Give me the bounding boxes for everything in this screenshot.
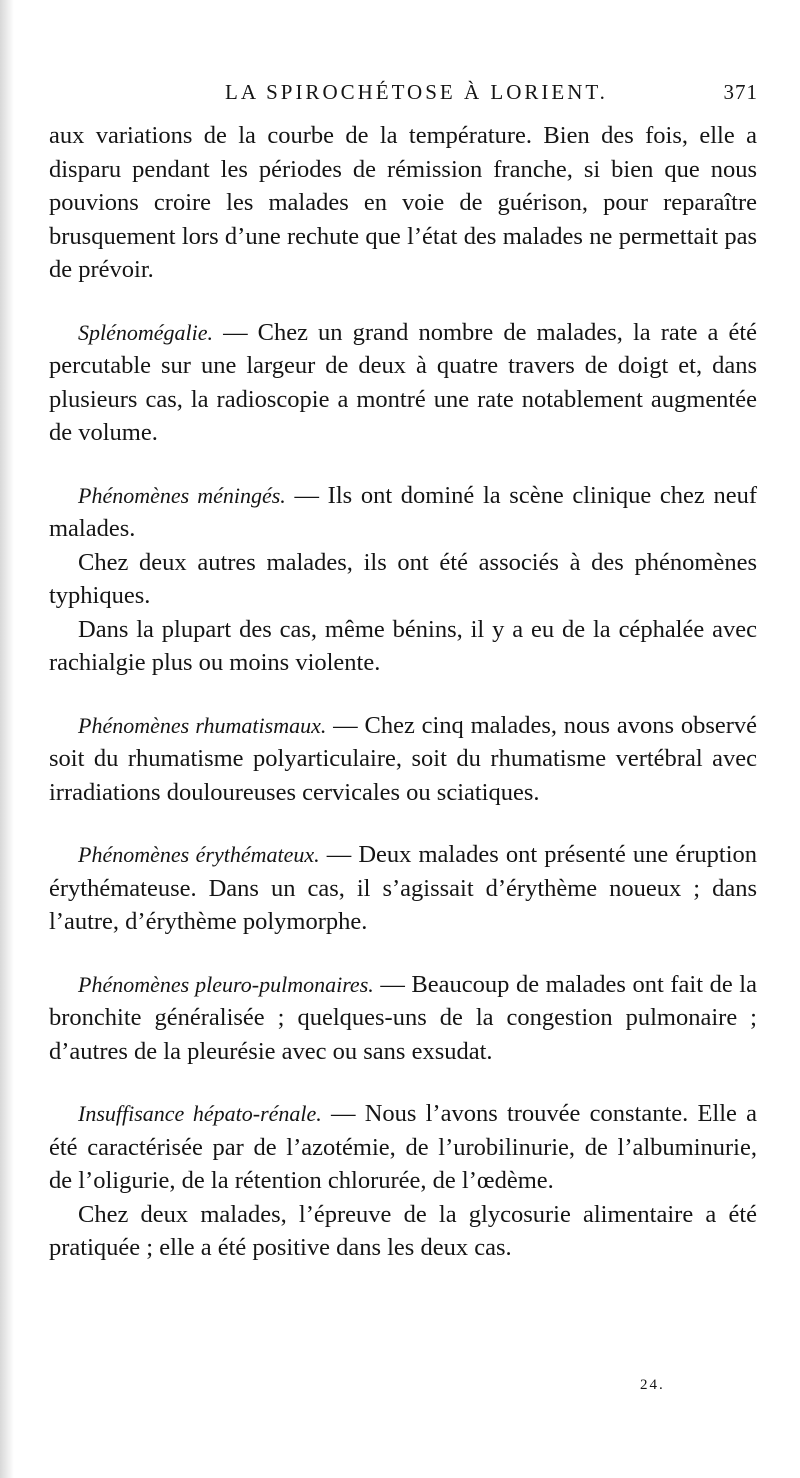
heading-dash: —: [294, 481, 328, 509]
section-rhumatismaux: [49, 709, 757, 810]
section-paragraph: Dans la plupart des cas, même bénins, il y a eu de la céphalée avec rachialgie plus ou moins violente.: [49, 615, 757, 676]
heading-dash: —: [333, 711, 365, 739]
section-paragraph: Nous l’avons trouvée constante. Elle a été caractérisée par de l’azotémie, de l’urobilinurie, de l’albuminurie, de l’oligurie, de la rétention chlorurée, de l’œdème.: [49, 1100, 757, 1194]
heading-dash: —: [223, 318, 258, 346]
section-heading: Phénomènes pleuro-pulmonaires.: [78, 971, 374, 997]
section-erythemateux: [49, 838, 757, 939]
section-hepato-renale: [49, 1097, 757, 1198]
section-paragraph: Ils ont dominé la scène clinique chez neuf malades.: [49, 481, 758, 542]
signature-mark: 24.: [640, 1377, 665, 1393]
section-heading: Phénomènes méningés.: [78, 482, 286, 508]
section-heading: Phénomènes rhumatismaux.: [78, 712, 327, 738]
section-paragraph: Chez un grand nombre de malades, la rate a été percutable sur une largeur de deux à quatre travers de doigt et, dans plusieurs cas, la radioscopie a montré une rate notablement augmentée de volume.: [49, 318, 758, 446]
section-meninges: [49, 479, 757, 546]
section-paragraph: Chez deux malades, l’épreuve de la glycosurie alimentaire a été pratiquée ; elle a été positive dans les deux cas.: [49, 1200, 757, 1261]
section-splenomegalie: [49, 316, 757, 450]
body-text: [49, 119, 757, 1265]
section-paragraph: Beaucoup de malades ont fait de la bronchite généralisée ; quelques-uns de la congestion pulmonaire ; d’autres de la pleurésie avec ou sans exsudat.: [49, 970, 757, 1065]
heading-dash: —: [380, 970, 412, 998]
section-paragraph: Chez cinq malades, nous avons observé soit du rhumatisme polyarticulaire, soit du rhumatisme vertébral avec irradiations douloureuses cervicales ou sciatiques.: [49, 711, 758, 806]
section-paragraph: Chez deux autres malades, ils ont été associés à des phénomènes typhiques.: [49, 548, 757, 609]
scan-edge: [0, 0, 14, 1478]
section-heading: Phénomènes érythémateux.: [78, 842, 320, 867]
heading-dash: —: [326, 841, 359, 868]
intro-paragraph: aux variations de la courbe de la température. Bien des fois, elle a disparu pendant les périodes de rémission franche, si bien que nous pouvions croire les malades en voie de guérison, pour reparaître brusquement lors d’une rechute que l’état des malades ne permettait pas de prévoir.: [49, 122, 757, 283]
section-heading: Splénomégalie.: [78, 319, 214, 345]
section-heading: Insuffisance hépato-rénale.: [78, 1101, 322, 1126]
section-pleuro-pulmonaires: [49, 968, 757, 1069]
section-paragraph: Deux malades ont présenté une éruption érythémateuse. Dans un cas, il s’agissait d’érythème noueux ; dans l’autre, d’érythème polymorphe.: [49, 841, 758, 935]
running-head: LA SPIROCHÉTOSE À LORIENT.: [225, 80, 608, 104]
heading-dash: —: [331, 1100, 365, 1127]
page-number: 371: [723, 80, 758, 104]
